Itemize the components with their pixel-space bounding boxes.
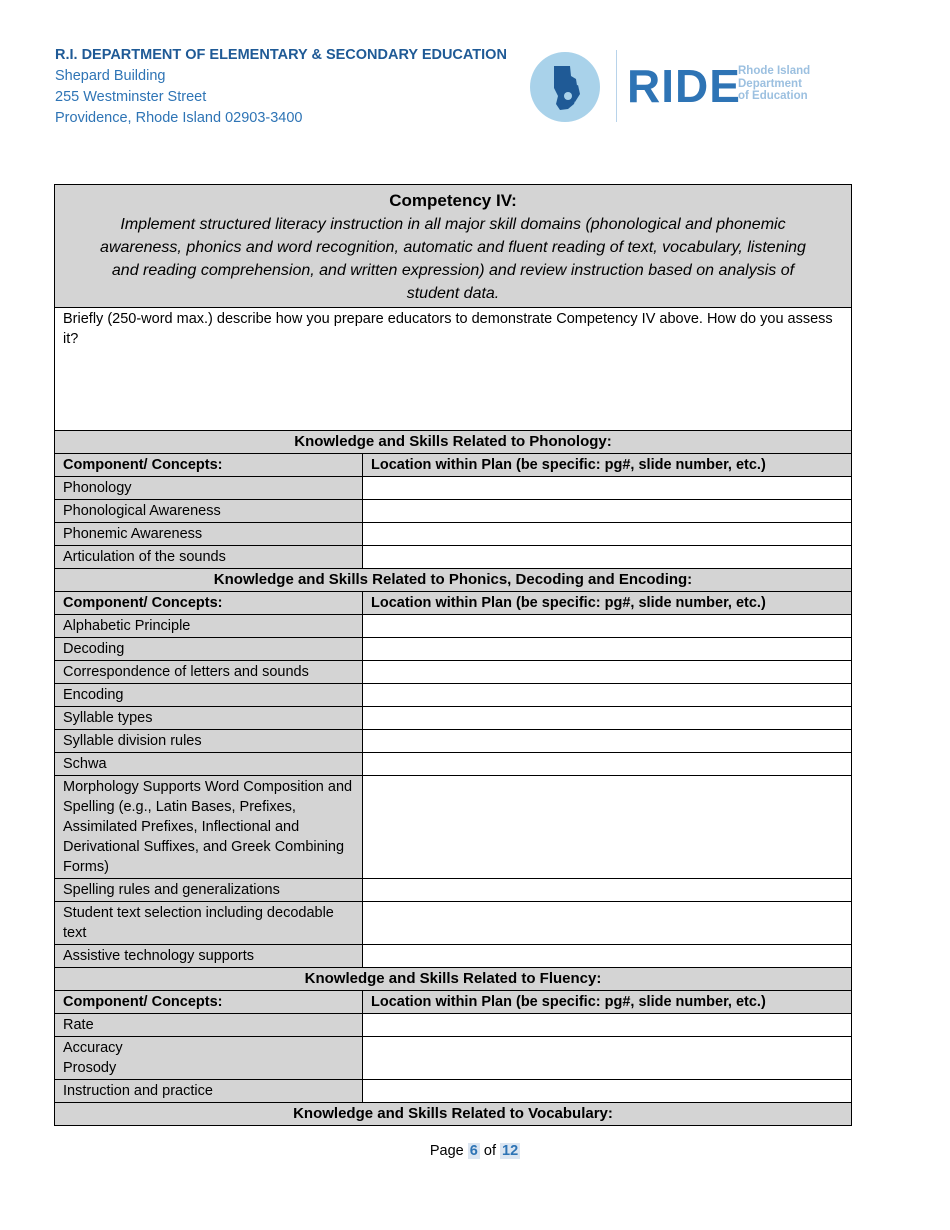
table-row	[55, 500, 852, 523]
table-row	[55, 638, 852, 661]
component-cell: Encoding	[55, 684, 363, 707]
component-column-header: Component/ Concepts:	[55, 592, 363, 615]
component-cell: Phonology	[55, 477, 363, 500]
section-title: Knowledge and Skills Related to Phonics, Decoding and Encoding:	[55, 569, 852, 592]
section-header-row	[55, 431, 852, 454]
ride-subtitle-line3: of Education	[738, 90, 808, 102]
ride-subtitle	[738, 65, 810, 103]
component-cell: Syllable division rules	[55, 730, 363, 753]
table-row	[55, 1080, 852, 1103]
section-header-row	[55, 1103, 852, 1126]
competency-description: Implement structured literacy instruction in all major skill domains (phonological and phonemic awareness, phonics and word recognition, automatic and fluent reading of text, vocabulary, listening and reading comprehension, and written expression) and review instruction based on analysis of student data.	[100, 216, 806, 302]
location-input-cell[interactable]	[363, 1080, 852, 1103]
street-address: 255 Westminster Street	[55, 89, 207, 105]
component-cell: Spelling rules and generalizations	[55, 879, 363, 902]
page-footer	[0, 1143, 950, 1159]
section-title: Knowledge and Skills Related to Fluency:	[55, 968, 852, 991]
component-cell: Phonological Awareness	[55, 500, 363, 523]
location-column-header: Location within Plan (be specific: pg#, slide number, etc.)	[363, 991, 852, 1014]
current-page-number: 6	[469, 1143, 478, 1159]
table-row	[55, 523, 852, 546]
location-input-cell[interactable]	[363, 753, 852, 776]
column-header-row	[55, 991, 852, 1014]
component-cell: Instruction and practice	[55, 1080, 363, 1103]
location-input-cell[interactable]	[363, 945, 852, 968]
table-row	[55, 546, 852, 569]
competency-header	[55, 185, 852, 308]
table-row	[55, 477, 852, 500]
prompt-text: Briefly (250-word max.) describe how you prepare educators to demonstrate Competency IV above. How do you assess it?	[63, 311, 833, 347]
component-cell: Alphabetic Principle	[55, 615, 363, 638]
location-input-cell[interactable]	[363, 730, 852, 753]
component-cell: Articulation of the sounds	[55, 546, 363, 569]
city-address: Providence, Rhode Island 02903-3400	[55, 110, 303, 126]
competency-table	[54, 184, 852, 1126]
location-input-cell[interactable]	[363, 661, 852, 684]
ride-subtitle-line1: Rhode Island	[738, 65, 811, 77]
ride-logo	[530, 50, 820, 124]
rhode-island-seal-icon	[530, 52, 600, 122]
component-cell: Morphology Supports Word Composition and Spelling (e.g., Latin Bases, Prefixes, Assimilated Prefixes, Inflectional and Derivational Suffixes, and Greek Combining Forms)	[55, 776, 363, 879]
section-header-row	[55, 569, 852, 592]
location-input-cell[interactable]	[363, 776, 852, 879]
department-name: R.I. DEPARTMENT OF ELEMENTARY & SECONDARY EDUCATION	[55, 47, 507, 63]
table-row	[55, 684, 852, 707]
prompt-cell[interactable]	[55, 308, 852, 431]
column-header-row	[55, 454, 852, 477]
location-column-header: Location within Plan (be specific: pg#, slide number, etc.)	[363, 592, 852, 615]
logo-divider	[616, 50, 617, 122]
table-row	[55, 1014, 852, 1037]
component-cell: Schwa	[55, 753, 363, 776]
table-row	[55, 661, 852, 684]
location-input-cell[interactable]	[363, 477, 852, 500]
letterhead	[55, 45, 507, 129]
component-cell: Rate	[55, 1014, 363, 1037]
location-input-cell[interactable]	[363, 1037, 852, 1080]
location-input-cell[interactable]	[363, 707, 852, 730]
component-cell: Correspondence of letters and sounds	[55, 661, 363, 684]
section-title: Knowledge and Skills Related to Vocabulary:	[55, 1103, 852, 1126]
competency-header-row	[55, 185, 852, 308]
page-of-label: of	[483, 1143, 496, 1159]
location-input-cell[interactable]	[363, 902, 852, 945]
location-input-cell[interactable]	[363, 879, 852, 902]
section-title: Knowledge and Skills Related to Phonology:	[55, 431, 852, 454]
location-input-cell[interactable]	[363, 615, 852, 638]
component-cell: Accuracy Prosody	[55, 1037, 363, 1080]
ride-wordmark: RIDE	[627, 60, 741, 112]
component-cell: Syllable types	[55, 707, 363, 730]
component-cell: Assistive technology supports	[55, 945, 363, 968]
table-row	[55, 615, 852, 638]
location-column-header: Location within Plan (be specific: pg#, slide number, etc.)	[363, 454, 852, 477]
location-input-cell[interactable]	[363, 500, 852, 523]
location-input-cell[interactable]	[363, 523, 852, 546]
table-row	[55, 707, 852, 730]
location-input-cell[interactable]	[363, 638, 852, 661]
component-cell: Phonemic Awareness	[55, 523, 363, 546]
competency-title: Competency IV:	[389, 191, 517, 210]
table-row	[55, 945, 852, 968]
section-header-row	[55, 968, 852, 991]
table-row	[55, 753, 852, 776]
table-row	[55, 730, 852, 753]
ride-subtitle-line2: Department	[738, 77, 802, 90]
location-input-cell[interactable]	[363, 1014, 852, 1037]
component-cell: Decoding	[55, 638, 363, 661]
table-row	[55, 776, 852, 879]
component-cell: Student text selection including decodable text	[55, 902, 363, 945]
table-row	[55, 879, 852, 902]
table-row	[55, 902, 852, 945]
location-input-cell[interactable]	[363, 546, 852, 569]
page-label: Page	[429, 1143, 464, 1159]
location-input-cell[interactable]	[363, 684, 852, 707]
total-pages-number: 12	[502, 1143, 519, 1159]
column-header-row	[55, 592, 852, 615]
building-name: Shepard Building	[55, 68, 166, 84]
component-column-header: Component/ Concepts:	[55, 991, 363, 1014]
table-row	[55, 1037, 852, 1080]
component-column-header: Component/ Concepts:	[55, 454, 363, 477]
prompt-row	[55, 308, 852, 431]
